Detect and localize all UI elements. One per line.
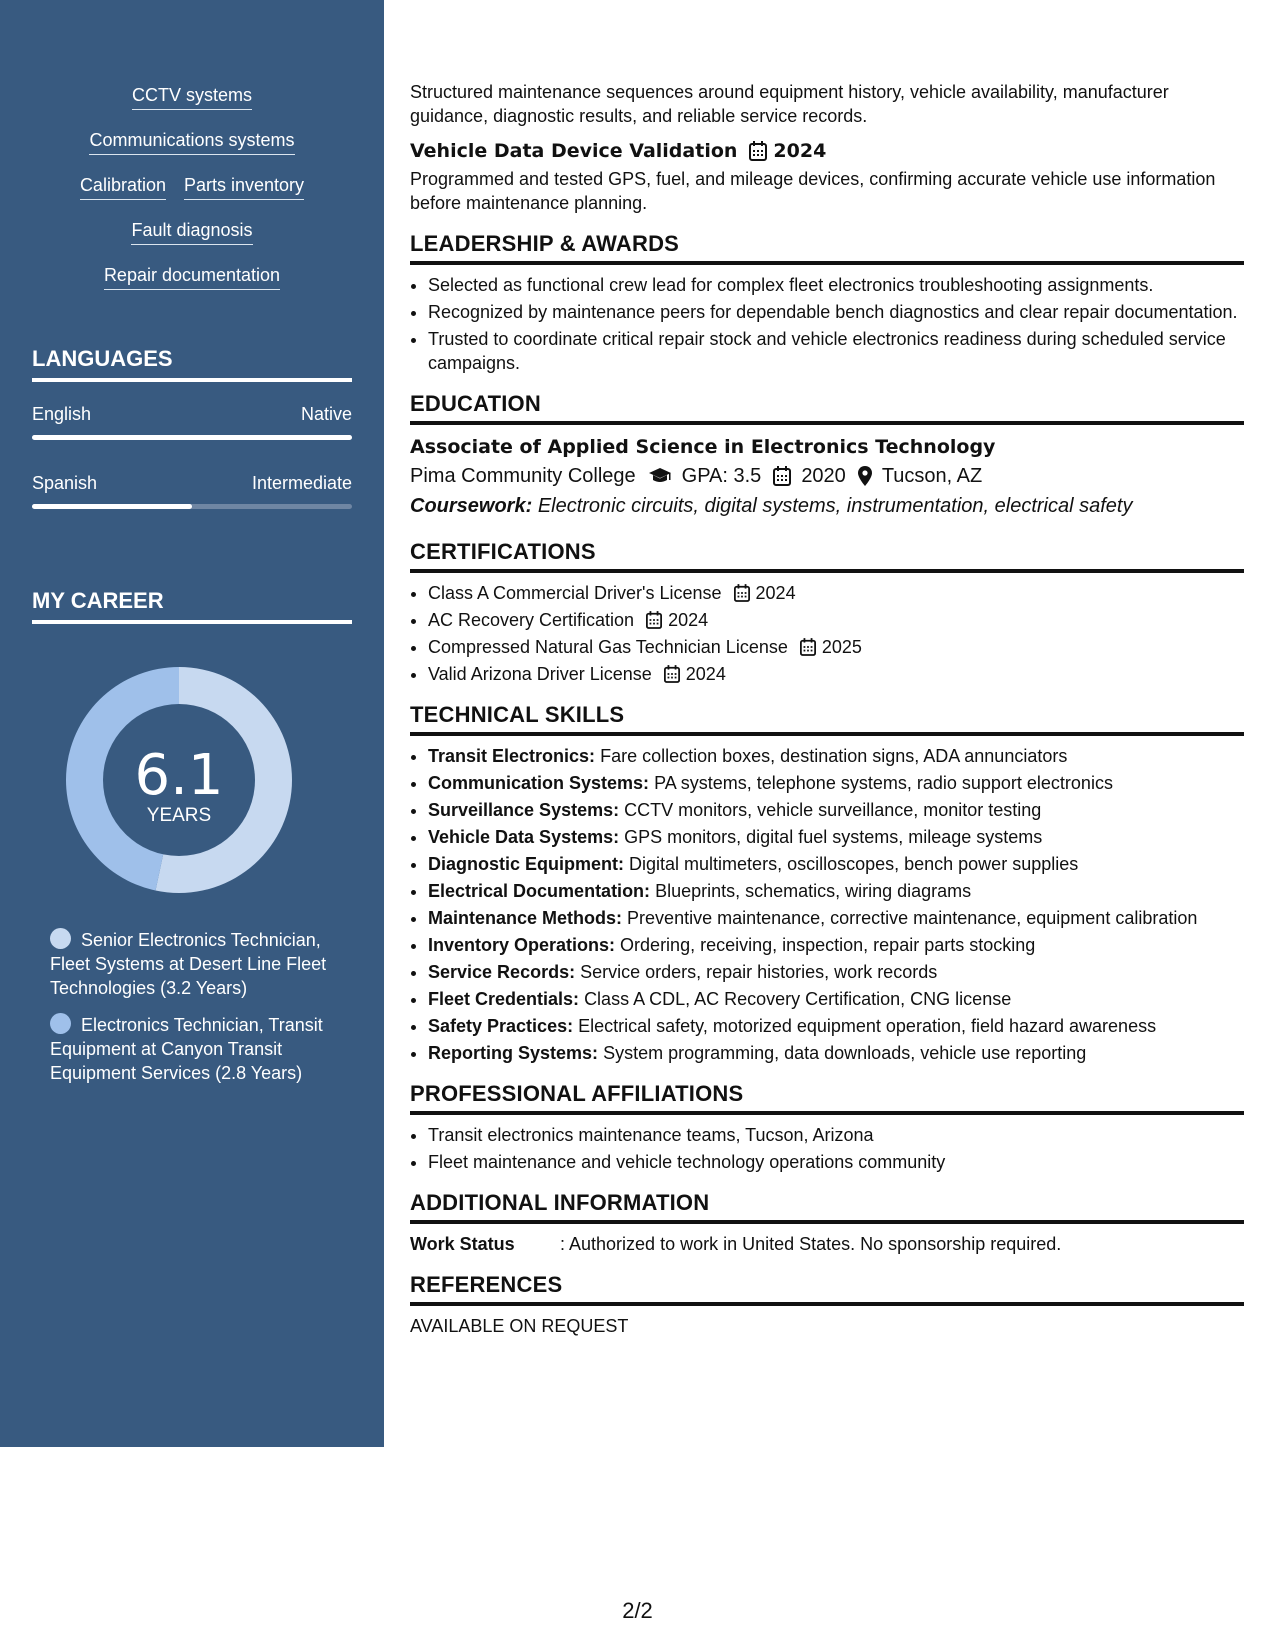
tech-skill-label: Vehicle Data Systems:: [428, 827, 620, 847]
language-bar-fill: [32, 504, 192, 509]
work-status-value: : Authorized to work in United States. No sponsorship required.: [560, 1234, 1062, 1254]
education-details: [410, 461, 1244, 491]
tech-skill-label: Safety Practices:: [428, 1016, 574, 1036]
tech-skill-value: Class A CDL, AC Recovery Certification, CNG license: [584, 989, 1012, 1009]
tech-skill-label: Electrical Documentation:: [428, 881, 651, 901]
tech-skill-item: [428, 987, 1244, 1011]
certification-item: [428, 662, 1244, 686]
languages-heading: LANGUAGES: [32, 346, 352, 382]
career-total-unit: YEARS: [146, 805, 212, 826]
legend-dot-icon: [50, 1013, 71, 1034]
tech-skill-label: Surveillance Systems:: [428, 800, 620, 820]
tech-skill-label: Reporting Systems:: [428, 1043, 599, 1063]
tech-skill-item: [428, 852, 1244, 876]
career-heading: MY CAREER: [32, 588, 352, 624]
certifications-heading: CERTIFICATIONS: [410, 539, 1244, 573]
education-year: 2020: [801, 465, 846, 487]
career-item: [50, 928, 332, 1000]
education-location: Tucson, AZ: [881, 465, 983, 487]
work-status-label: Work Status: [410, 1234, 515, 1254]
leadership-heading: LEADERSHIP & AWARDS: [410, 231, 1244, 265]
calendar-icon: [734, 584, 750, 602]
certification-name: Valid Arizona Driver License: [428, 664, 652, 684]
tech-skill-item: [428, 879, 1244, 903]
list-item: • Transit electronics maintenance teams, Tucson, Arizona: [428, 1123, 1244, 1147]
graduation-cap-icon: [648, 467, 672, 485]
tech-skill-value: Service orders, repair histories, work records: [580, 962, 938, 982]
certification-year: 2025: [821, 637, 862, 657]
skill-row: [0, 176, 384, 221]
career-total-value: 6.1: [134, 743, 224, 808]
location-pin-icon: [858, 466, 872, 486]
project-heading: [410, 140, 1244, 162]
intro-paragraph: Structured maintenance sequences around equipment history, vehicle availability, manufacturer guidance, diagnostic results, and reliable service records.: [410, 82, 1169, 126]
skill-row: [0, 131, 384, 176]
calendar-icon: [749, 141, 767, 161]
language-level: Intermediate: [251, 473, 352, 493]
language-bar-fill: [32, 435, 352, 440]
main-content: [410, 80, 1244, 1338]
language-spanish: [32, 473, 352, 509]
references-heading: REFERENCES: [410, 1272, 1244, 1306]
skill-row: [0, 86, 384, 131]
tech-skill-label: Communication Systems:: [428, 773, 650, 793]
skill-tag: Parts inventory: [184, 176, 304, 200]
sidebar: [0, 0, 384, 1447]
tech-skill-label: Inventory Operations:: [428, 935, 616, 955]
coursework-text: Electronic circuits, digital systems, instrumentation, electrical safety: [537, 495, 1133, 517]
list-item: • Trusted to coordinate critical repair stock and vehicle electronics readiness during scheduled service campaigns.: [428, 327, 1244, 375]
technical-skills-list: [410, 744, 1244, 1065]
language-english: [32, 404, 352, 440]
calendar-icon: [664, 665, 680, 683]
tech-skill-value: Blueprints, schematics, wiring diagrams: [655, 881, 972, 901]
tech-skill-label: Service Records:: [428, 962, 576, 982]
technical-skills-heading: TECHNICAL SKILLS: [410, 702, 1244, 736]
skill-tag: Communications systems: [89, 131, 294, 155]
tech-skill-item: [428, 933, 1244, 957]
career-item: [50, 1013, 332, 1085]
calendar-icon: [646, 611, 662, 629]
education-gpa: GPA: 3.5: [681, 465, 762, 487]
list-item: • Selected as functional crew lead for complex fleet electronics troubleshooting assignments.: [428, 273, 1244, 297]
page-number: 2/2: [622, 1598, 653, 1623]
tech-skill-item: [428, 825, 1244, 849]
career-item-text: Electronics Technician, Transit Equipment at Canyon Transit Equipment Services (2.8 Years): [50, 1015, 323, 1083]
affiliations-heading: PROFESSIONAL AFFILIATIONS: [410, 1081, 1244, 1115]
education-coursework: [410, 491, 1244, 521]
skill-row: [0, 221, 384, 266]
tech-skill-item: [428, 744, 1244, 768]
education-heading: EDUCATION: [410, 391, 1244, 425]
work-status-row: [410, 1232, 1244, 1256]
tech-skill-item: [428, 1041, 1244, 1065]
certification-year: 2024: [755, 583, 796, 603]
tech-skill-label: Transit Electronics:: [428, 746, 596, 766]
tech-skill-value: System programming, data downloads, vehicle use reporting: [603, 1043, 1087, 1063]
tech-skill-label: Maintenance Methods:: [428, 908, 623, 928]
language-bar: [32, 435, 352, 440]
career-list: [50, 928, 332, 1098]
legend-dot-icon: [50, 928, 71, 949]
language-level: Native: [300, 404, 352, 424]
additional-info-heading: ADDITIONAL INFORMATION: [410, 1190, 1244, 1224]
language-bar: [32, 504, 352, 509]
leadership-list: [410, 273, 1244, 375]
tech-skill-value: PA systems, telephone systems, radio support electronics: [654, 773, 1113, 793]
skill-tag: CCTV systems: [132, 86, 252, 110]
list-item: • Fleet maintenance and vehicle technology operations community: [428, 1150, 1244, 1174]
certification-name: Class A Commercial Driver's License: [428, 583, 722, 603]
tech-skill-value: Preventive maintenance, corrective maintenance, equipment calibration: [627, 908, 1198, 928]
references-text: AVAILABLE ON REQUEST: [410, 1316, 629, 1336]
career-donut-chart: [66, 667, 292, 893]
education-degree: Associate of Applied Science in Electronics Technology: [410, 436, 996, 458]
affiliations-list: [410, 1123, 1244, 1174]
certification-name: AC Recovery Certification: [428, 610, 635, 630]
tech-skill-value: GPS monitors, digital fuel systems, mileage systems: [624, 827, 1043, 847]
tech-skill-value: CCTV monitors, vehicle surveillance, monitor testing: [624, 800, 1042, 820]
tech-skill-item: [428, 1014, 1244, 1038]
tech-skill-value: Electrical safety, motorized equipment operation, field hazard awareness: [578, 1016, 1157, 1036]
tech-skill-value: Fare collection boxes, destination signs, ADA annunciators: [600, 746, 1068, 766]
tech-skill-label: Fleet Credentials:: [428, 989, 580, 1009]
tech-skill-item: [428, 960, 1244, 984]
skill-tags: [0, 86, 384, 311]
education-school: Pima Community College: [410, 465, 636, 487]
certification-year: 2024: [685, 664, 726, 684]
tech-skill-value: Digital multimeters, oscilloscopes, bench power supplies: [629, 854, 1079, 874]
certifications-list: [410, 581, 1244, 686]
certification-item: [428, 608, 1244, 632]
list-item: • Recognized by maintenance peers for dependable bench diagnostics and clear repair documentation.: [428, 300, 1244, 324]
skill-tag: Repair documentation: [104, 266, 280, 290]
skill-row: [0, 266, 384, 311]
tech-skill-label: Diagnostic Equipment:: [428, 854, 625, 874]
tech-skill-item: [428, 906, 1244, 930]
career-item-text: Senior Electronics Technician, Fleet Systems at Desert Line Fleet Technologies (3.2 Years): [50, 930, 327, 998]
certification-year: 2024: [668, 610, 709, 630]
calendar-icon: [773, 466, 791, 486]
project-description: Programmed and tested GPS, fuel, and mileage devices, confirming accurate vehicle use information before maintenance planning.: [410, 169, 1216, 213]
tech-skill-item: [428, 798, 1244, 822]
calendar-icon: [800, 638, 816, 656]
language-name: Spanish: [32, 473, 98, 493]
tech-skill-item: [428, 771, 1244, 795]
coursework-label: Coursework:: [410, 495, 533, 517]
certification-item: [428, 635, 1244, 659]
language-name: English: [32, 404, 92, 424]
skill-tag: Fault diagnosis: [131, 221, 252, 245]
certification-item: [428, 581, 1244, 605]
skill-tag: Calibration: [80, 176, 166, 200]
certification-name: Compressed Natural Gas Technician License: [428, 637, 788, 657]
tech-skill-value: Ordering, receiving, inspection, repair parts stocking: [620, 935, 1036, 955]
project-year: 2024: [773, 140, 827, 162]
project-title: Vehicle Data Device Validation: [410, 140, 738, 162]
